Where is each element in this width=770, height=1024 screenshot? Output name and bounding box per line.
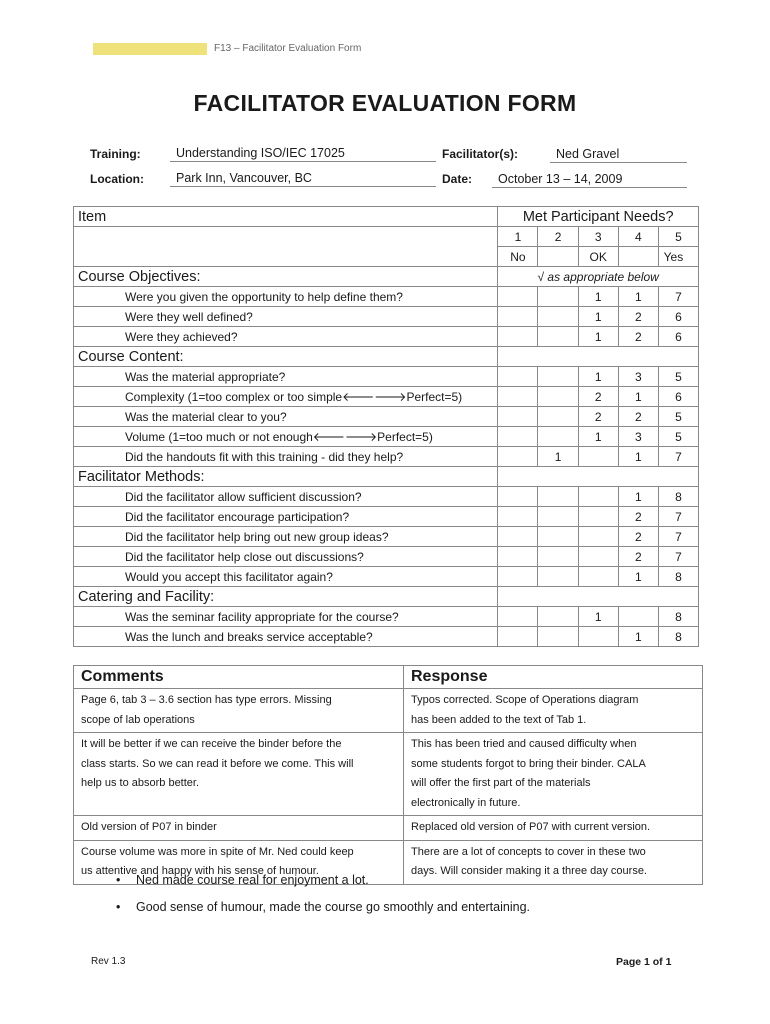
question-text: Volume (1=too much or not enough🡐🡒Perfect=5) <box>74 427 498 447</box>
rating-cell-5[interactable]: 6 <box>658 387 698 407</box>
rating-cell-2[interactable] <box>538 567 578 587</box>
section-title: Course Content: <box>74 347 498 367</box>
rating-cell-1[interactable] <box>498 287 538 307</box>
rating-cell-3[interactable] <box>578 487 618 507</box>
rating-cell-2[interactable] <box>538 527 578 547</box>
comments-header: Comments <box>74 666 404 689</box>
revision-label: Rev 1.3 <box>91 956 126 967</box>
table-row <box>74 287 699 307</box>
rating-cell-1[interactable] <box>498 307 538 327</box>
scale-label-yes: Yes <box>658 247 698 267</box>
comments-table <box>73 665 703 885</box>
question-text: Complexity (1=too complex or too simple🡐🡒Perfect=5) <box>74 387 498 407</box>
rating-cell-4[interactable]: 1 <box>618 447 658 467</box>
rating-cell-2[interactable]: 1 <box>538 447 578 467</box>
response-line: Typos corrected. Scope of Operations diagram <box>411 694 639 706</box>
response-line: days. Will consider making it a three day course. <box>411 865 647 877</box>
response-cell <box>404 816 703 841</box>
table-row <box>74 407 699 427</box>
rating-cell-5[interactable]: 8 <box>658 567 698 587</box>
rating-cell-3[interactable]: 2 <box>578 407 618 427</box>
table-row <box>74 427 699 447</box>
header-accent-bar <box>93 43 207 55</box>
rating-cell-4[interactable]: 2 <box>618 327 658 347</box>
rating-cell-3[interactable] <box>578 527 618 547</box>
rating-cell-5[interactable]: 7 <box>658 547 698 567</box>
rating-cell-2[interactable] <box>538 307 578 327</box>
location-label: Location: <box>90 172 144 186</box>
question-text: Did the facilitator help close out discussions? <box>74 547 498 567</box>
rating-cell-4[interactable]: 3 <box>618 427 658 447</box>
question-text: Did the handouts fit with this training - did they help? <box>74 447 498 467</box>
table-row <box>74 387 699 407</box>
response-line: This has been tried and caused difficulty when <box>411 738 637 750</box>
comment-line: Page 6, tab 3 – 3.6 section has type errors. Missing <box>81 694 332 706</box>
rating-cell-1[interactable] <box>498 447 538 467</box>
rating-cell-4[interactable]: 1 <box>618 287 658 307</box>
rating-cell-3[interactable] <box>578 547 618 567</box>
table-row <box>74 487 699 507</box>
rating-cell-2[interactable] <box>538 607 578 627</box>
question-text: Did the facilitator help bring out new group ideas? <box>74 527 498 547</box>
response-line: will offer the first part of the materials <box>411 777 591 789</box>
rating-cell-2[interactable] <box>538 327 578 347</box>
table-row <box>74 367 699 387</box>
page-number: Page 1 of 1 <box>616 956 672 968</box>
table-row <box>74 733 703 816</box>
response-cell <box>404 689 703 733</box>
question-text: Were they achieved? <box>74 327 498 347</box>
rating-cell-1[interactable] <box>498 427 538 447</box>
question-text: Was the material appropriate? <box>74 367 498 387</box>
rating-cell-1[interactable] <box>498 607 538 627</box>
scale-2: 2 <box>538 227 578 247</box>
rating-cell-4[interactable]: 1 <box>618 487 658 507</box>
rating-cell-1[interactable] <box>498 627 538 647</box>
rating-cell-5[interactable]: 5 <box>658 427 698 447</box>
table-row <box>74 627 699 647</box>
rating-cell-1[interactable] <box>498 487 538 507</box>
scale-label-ok: OK <box>578 247 618 267</box>
question-text: Did the facilitator allow sufficient discussion? <box>74 487 498 507</box>
header-form-code: F13 – Facilitator Evaluation Form <box>214 43 362 54</box>
rating-cell-3[interactable] <box>578 627 618 647</box>
rating-cell-2[interactable] <box>538 407 578 427</box>
question-text: Was the lunch and breaks service acceptable? <box>74 627 498 647</box>
rating-cell-1[interactable] <box>498 547 538 567</box>
rating-cell-3[interactable]: 1 <box>578 427 618 447</box>
training-label: Training: <box>90 147 141 161</box>
rating-cell-4[interactable] <box>618 607 658 627</box>
scale-row <box>74 227 699 247</box>
response-cell <box>404 733 703 816</box>
response-line: electronically in future. <box>411 796 521 809</box>
rating-cell-4[interactable]: 3 <box>618 367 658 387</box>
instruction-text: √ as appropriate below <box>498 267 699 287</box>
rating-cell-2[interactable] <box>538 547 578 567</box>
rating-cell-5[interactable]: 5 <box>658 407 698 427</box>
question-text: Was the seminar facility appropriate for the course? <box>74 607 498 627</box>
section-row <box>74 467 699 487</box>
rating-cell-4[interactable]: 1 <box>618 567 658 587</box>
rating-cell-5[interactable]: 8 <box>658 607 698 627</box>
comments-header-row <box>74 666 703 689</box>
rating-cell-1[interactable] <box>498 407 538 427</box>
response-line: Replaced old version of P07 with current version. <box>411 821 651 833</box>
table-row <box>74 607 699 627</box>
rating-cell-1[interactable] <box>498 327 538 347</box>
question-text: Would you accept this facilitator again? <box>74 567 498 587</box>
rating-cell-5[interactable]: 7 <box>658 287 698 307</box>
rating-cell-1[interactable] <box>498 507 538 527</box>
page-title: FACILITATOR EVALUATION FORM <box>193 90 577 116</box>
rating-cell-3[interactable]: 1 <box>578 287 618 307</box>
facilitator-field: Ned Gravel <box>550 147 687 163</box>
rating-cell-2[interactable] <box>538 427 578 447</box>
rating-cell-3[interactable]: 1 <box>578 607 618 627</box>
rating-cell-4[interactable]: 2 <box>618 547 658 567</box>
table-row <box>74 527 699 547</box>
evaluation-table <box>73 206 699 647</box>
response-line: has been added to the text of Tab 1. <box>411 713 587 726</box>
rating-cell-2[interactable] <box>538 627 578 647</box>
rating-cell-1[interactable] <box>498 527 538 547</box>
scale-4: 4 <box>618 227 658 247</box>
rating-cell-5[interactable]: 7 <box>658 527 698 547</box>
date-field: October 13 – 14, 2009 <box>492 172 687 188</box>
rating-cell-2[interactable] <box>538 287 578 307</box>
comment-line: scope of lab operations <box>81 713 195 726</box>
section-title: Catering and Facility: <box>74 587 498 607</box>
rating-cell-5[interactable]: 8 <box>658 487 698 507</box>
rating-cell-1[interactable] <box>498 367 538 387</box>
table-row <box>74 547 699 567</box>
rating-cell-5[interactable]: 7 <box>658 507 698 527</box>
location-field: Park Inn, Vancouver, BC <box>170 171 436 187</box>
list-item: • Ned made course real for enjoyment a lot. <box>116 873 530 900</box>
rating-cell-5[interactable]: 5 <box>658 367 698 387</box>
rating-cell-3[interactable] <box>578 447 618 467</box>
rating-cell-4[interactable]: 2 <box>618 307 658 327</box>
needs-header: Met Participant Needs? <box>498 207 699 227</box>
table-row <box>74 327 699 347</box>
response-header: Response <box>404 666 703 689</box>
comment-line: help us to absorb better. <box>81 777 200 789</box>
question-text: Were they well defined? <box>74 307 498 327</box>
comment-line: Old version of P07 in binder <box>81 821 217 833</box>
rating-cell-4[interactable]: 2 <box>618 407 658 427</box>
item-header: Item <box>74 207 498 227</box>
rating-cell-3[interactable]: 1 <box>578 307 618 327</box>
eval-header-row <box>74 207 699 227</box>
comment-cell <box>74 816 404 841</box>
response-line: There are a lot of concepts to cover in these two <box>411 845 646 858</box>
rating-cell-5[interactable]: 7 <box>658 447 698 467</box>
question-text: Were you given the opportunity to help define them? <box>74 287 498 307</box>
comment-line: us attentive and happy with his sense of humour. <box>81 865 319 877</box>
rating-cell-5[interactable]: 8 <box>658 627 698 647</box>
table-row <box>74 507 699 527</box>
rating-cell-3[interactable] <box>578 567 618 587</box>
response-line: some students forgot to bring their binder. CALA <box>411 757 646 770</box>
rating-cell-2[interactable] <box>538 487 578 507</box>
section-row <box>74 587 699 607</box>
section-title: Course Objectives: <box>74 267 498 287</box>
scale-1: 1 <box>498 227 538 247</box>
section-row <box>74 347 699 367</box>
table-row <box>74 816 703 841</box>
date-label: Date: <box>442 172 473 186</box>
table-row <box>74 447 699 467</box>
training-field: Understanding ISO/IEC 17025 <box>170 146 436 162</box>
rating-cell-5[interactable]: 6 <box>658 307 698 327</box>
scale-label-no: No <box>498 247 538 267</box>
section-title: Facilitator Methods: <box>74 467 498 487</box>
remarks-list <box>116 873 530 927</box>
rating-cell-4[interactable]: 1 <box>618 627 658 647</box>
scale-5: 5 <box>658 227 698 247</box>
question-text: Was the material clear to you? <box>74 407 498 427</box>
rating-cell-3[interactable]: 1 <box>578 327 618 347</box>
table-row <box>74 307 699 327</box>
table-row <box>74 567 699 587</box>
rating-cell-2[interactable] <box>538 387 578 407</box>
rating-cell-2[interactable] <box>538 367 578 387</box>
rating-cell-4[interactable]: 2 <box>618 507 658 527</box>
rating-cell-2[interactable] <box>538 507 578 527</box>
rating-cell-3[interactable] <box>578 507 618 527</box>
table-row <box>74 689 703 733</box>
facilitator-label: Facilitator(s): <box>442 147 519 161</box>
question-text: Did the facilitator encourage participation? <box>74 507 498 527</box>
rating-cell-4[interactable]: 1 <box>618 387 658 407</box>
rating-cell-1[interactable] <box>498 567 538 587</box>
comment-line: class starts. So we can read it before we come. This will <box>81 757 354 770</box>
scale-3: 3 <box>578 227 618 247</box>
rating-cell-1[interactable] <box>498 387 538 407</box>
comment-cell <box>74 733 404 816</box>
comment-line: It will be better if we can receive the binder before the <box>81 738 342 750</box>
section-row <box>74 267 699 287</box>
list-item: • Good sense of humour, made the course go smoothly and entertaining. <box>116 900 530 927</box>
rating-cell-3[interactable]: 2 <box>578 387 618 407</box>
rating-cell-4[interactable]: 2 <box>618 527 658 547</box>
rating-cell-5[interactable]: 6 <box>658 327 698 347</box>
comment-line: Course volume was more in spite of Mr. Ned could keep <box>81 845 354 858</box>
rating-cell-3[interactable]: 1 <box>578 367 618 387</box>
comment-cell <box>74 689 404 733</box>
